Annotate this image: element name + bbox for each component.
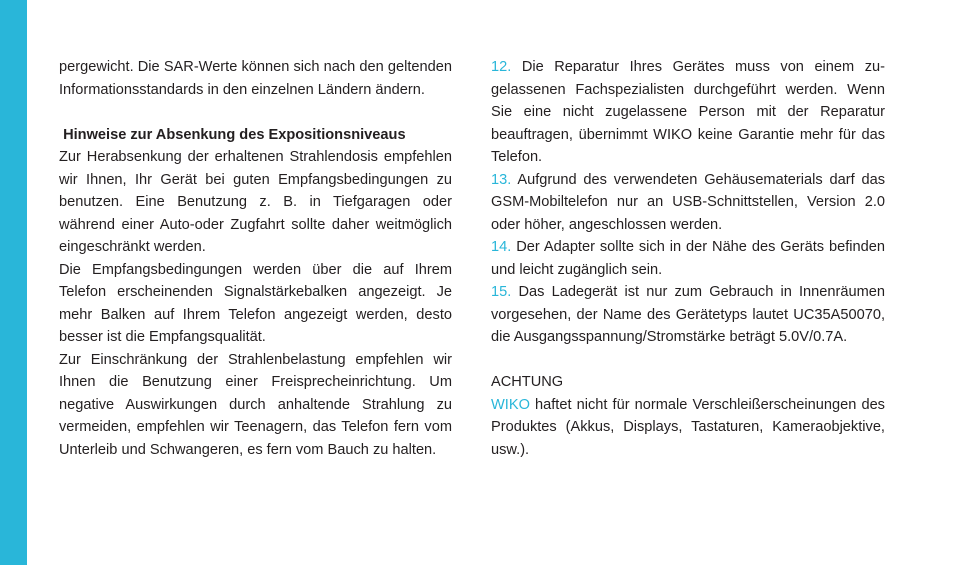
side-color-bar	[0, 0, 27, 565]
item-text: Die Reparatur Ihres Gerätes muss von einem zugelassenen Fachspezialisten durchgeführt werden. Wenn Sie eine nicht zugelassene Person mit der Reparatur beauftragen, übernimmt WIKO keine Garantie mehr für das Telefon.	[491, 59, 885, 165]
spacer	[491, 349, 885, 372]
item-number: 14.	[491, 239, 512, 255]
spacer	[59, 101, 452, 124]
paragraph-reception-conditions: Die Empfangsbedingungen werden über die auf Ihrem Telefon erscheinenden Signalstärkebalken angezeigt. Je mehr Balken auf Ihrem Telefon angezeigt werden, desto besser ist die Empfangsqualität.	[59, 261, 452, 345]
list-item-12	[491, 56, 885, 169]
list-item-13	[491, 169, 885, 237]
paragraph-sar-values: pergewicht. Die SAR-Werte können sich nach den geltenden Informationsstandards in den einzelnen Ländern ändern.	[59, 59, 452, 98]
right-column	[491, 56, 885, 461]
item-number: 12.	[491, 59, 512, 75]
list-item-14	[491, 236, 885, 281]
paragraph-handsfree-advice: Zur Einschränkung der Strahlenbelastung empfehlen wir Ihnen die Benutzung einer Freisprecheinrichtung. Um negative Auswirkungen durch anhaltende Strahlung zu vermeiden, empfehlen wir Teenagern, das Telefon fern vom Unterleib und Schwangeren, es fern vom Bauch zu halten.	[59, 351, 452, 458]
paragraph-reduce-radiation: Zur Herabsenkung der erhaltenen Strahlendosis empfehlen wir Ihnen, Ihr Gerät bei guten Empfangsbedingungen zu benutzen. Eine Benutzung z. B. in Tiefgaragen oder während einer Auto-oder Zugfahrt sollte daher weitmöglich eingeschränkt werden.	[59, 149, 452, 255]
left-column	[59, 56, 452, 461]
warning-text: haftet nicht für normale Verschleißerscheinungen des Produktes (Akkus, Displays, Tastaturen, Kameraobjektive, usw.).	[491, 396, 885, 458]
item-number: 15.	[491, 284, 512, 300]
item-text: Das Ladegerät ist nur zum Gebrauch in Innenräumen vorgesehen, der Name des Gerätetyps lautet UC35A50070, die Ausgangsspannung/Stromstärke beträgt 5.0V/0.7A.	[491, 284, 885, 345]
warning-paragraph	[491, 394, 885, 462]
heading-text: Hinweise zur Absenkung des Expositionsniveaus	[63, 126, 406, 143]
list-item-15	[491, 281, 885, 349]
item-text: Aufgrund des verwendeten Gehäusematerials darf das GSM-Mobiltelefon nur an USB-Schnittstellen, Version 2.0 oder höher, angeschlossen werden.	[491, 171, 885, 233]
item-number: 13.	[491, 171, 512, 188]
section-heading-exposure	[59, 124, 452, 147]
item-text: Der Adapter sollte sich in der Nähe des Geräts befinden und leicht zugänglich sein.	[491, 239, 885, 278]
warning-title: ACHTUNG	[491, 374, 564, 390]
brand-name: WIKO	[491, 396, 530, 413]
